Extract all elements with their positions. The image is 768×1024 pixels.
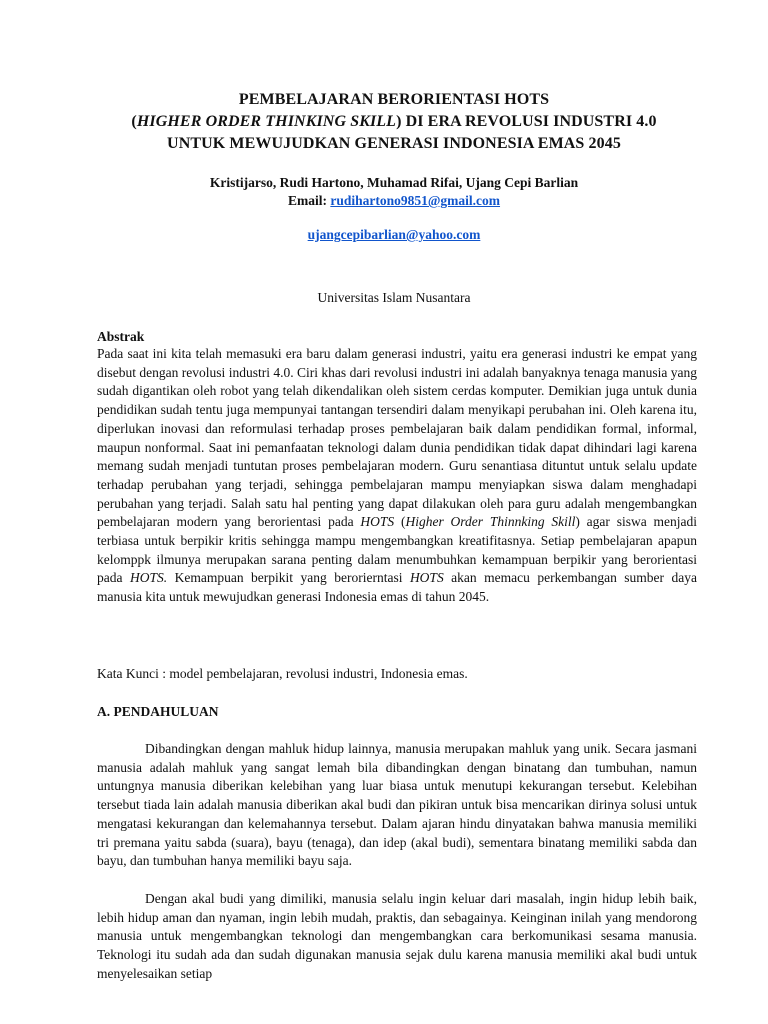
abstract-heading: Abstrak [97, 329, 145, 344]
abstract-hots-1: HOTS [360, 514, 395, 530]
intro-paragraph-1: Dibandingkan dengan mahluk hidup lainnya, manusia merupakan mahluk yang unik. Secara jasmani manusia adalah mahluk yang sangat lemah bila dibandingkan dengan binatang dan tumbuhan, namun untungnya manusia diberikan kelebihan yang luar biasa untuk menutupi kekurangan tersebut. Kelebihan tersebut tiada lain adalah manusia diberikan akal budi dan pikiran untuk bisa mencarikan dirinya solusi untuk mengatasi kekurangan dan kelemahannya tersebut. Dalam ajaran hindu dinyatakan bahwa manusia memiliki tri premana yaitu sabda (suara), bayu (tenaga), dan idep (akal budi), sementara binatang memiliki sabda dan bayu, dan tumbuhan hanya memiliki bayu saja. [97, 741, 697, 869]
email-link-2[interactable]: ujangcepibarlian@yahoo.com [307, 227, 481, 242]
title-italic-phrase: HIGHER ORDER THINKING SKILL [136, 113, 397, 130]
paper-title-line-2 [60, 111, 728, 133]
paper-title-line-3: UNTUK MEWUJUDKAN GENERASI INDONESIA EMAS 2045 [167, 135, 621, 152]
section-heading-pendahuluan: A. PENDAHULUAN [97, 704, 219, 719]
abstract-text-5: akan memacu perkembangan sumber daya manusia kita untuk mewujudkan generasi Indonesia emas di tahun 2045. [97, 570, 697, 605]
keywords: Kata Kunci : model pembelajaran, revolusi industri, Indonesia emas. [97, 666, 468, 681]
abstract-text-1: Pada saat ini kita telah memasuki era baru dalam generasi industri, yaitu era generasi industri ke empat yang disebut dengan revolusi industri 4.0. Ciri khas dari revolusi industri ini adalah banyaknya tenaga manusia yang sudah digantikan oleh robot yang telah dikendalikan oleh sistem cerdas komputer. Demikian juga untuk dunia pendidikan sudah tentu juga mempunyai tantangan tersendiri dalam menyikapi perubahan ini. Oleh karena itu, diperlukan inovasi dan reformulasi terhadap proses pembelajaran baik dalam pendidikan formal, informal, maupun nonformal. Saat ini pemanfaatan teknologi dalam dunia pendidikan tidak dapat dihindari lagi karena memang sudah menjadi tuntutan proses pembelajaran modern. Guru senantiasa dituntut untuk selalu update terhadap perubahan yang terjadi, sehingga pembelajaran mampu menyiapkan siswa dalam menghadapi perubahan yang terjadi. Salah satu hal penting yang dapat dilakukan oleh para guru adalah mengembangkan pembelajaran modern yang berorientasi pada [97, 346, 697, 530]
abstract-text-2: ( [394, 514, 406, 530]
abstract-text-4: Kemampuan berpikit yang berorierntasi [167, 570, 410, 586]
abstract-hots-2: HOTS. [129, 570, 168, 586]
email-line-2 [60, 226, 728, 244]
email-line [60, 192, 728, 210]
abstract-hots-3: HOTS [409, 570, 444, 586]
intro-paragraph-2: Dengan akal budi yang dimiliki, manusia selalu ingin keluar dari masalah, ingin hidup lebih baik, lebih hidup aman dan nyaman, ingin lebih mudah, praktis, dan sebagainya. Keinginan inilah yang mendorong manusia untuk mengembangkan teknologi dan mengembangkan cara berkomunikasi sesama manusia. Teknologi itu sudah ada dan sudah digunakan manusia sejak dulu karena manusia memiliki akal budi untuk menyelesaikan setiap [97, 891, 697, 981]
author-list: Kristijarso, Rudi Hartono, Muhamad Rifai, Ujang Cepi Barlian [209, 175, 579, 190]
title-line-2-rest: ) DI ERA REVOLUSI INDUSTRI 4.0 [396, 113, 657, 130]
abstract-text-3: ) agar siswa menjadi terbiasa untuk berpikir kritis sehingga mampu mengembangkan kreatifitasnya. Setiap pembelajaran apapun kelomppk ilmunya merupakan sarana penting dalam menumbuhkan kemampuan berpikir yang berorientasi pada [97, 514, 697, 586]
abstract-hots-full: Higher Order Thinnking Skill [405, 514, 576, 530]
paper-title-line-1: PEMBELAJARAN BERORIENTASI HOTS [238, 91, 550, 108]
affiliation: Universitas Islam Nusantara [317, 290, 471, 305]
title-paren-open: ( [131, 113, 137, 130]
email-link-1[interactable]: rudihartono9851@gmail.com [330, 193, 501, 208]
email-label: Email: [287, 193, 327, 208]
abstract-body [97, 345, 697, 607]
